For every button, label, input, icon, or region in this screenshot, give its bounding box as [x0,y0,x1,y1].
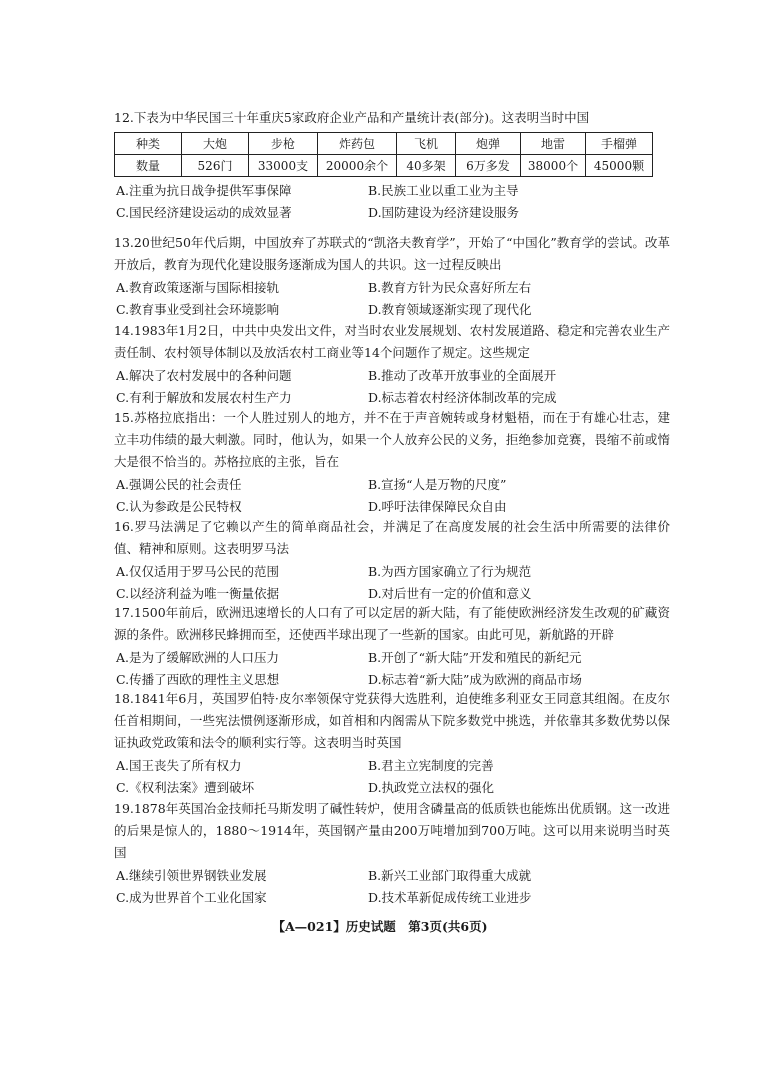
option-b[interactable]: B.君主立宪制度的完善 [368,758,494,773]
option-b[interactable]: B.开创了“新大陆”开发和殖民的新纪元 [368,650,582,665]
option-a[interactable]: A.国王丧失了所有权力 [116,758,242,773]
question-stem: 12.下表为中华民国三十年重庆5家政府企业产品和产量统计表(部分)。这表明当时中国 [114,110,590,125]
question-stem: 15.苏格拉底指出：一个人胜过别人的地方，并不在于声音婉转或身材魁梧，而在于有雄心壮志，建立丰功伟绩的最大刺激。同时，他认为，如果一个人放弃公民的义务，拒绝参加竞赛，畏缩不前或惰大是很不恰当的。苏格拉底的主张，旨在 [114,410,670,469]
question-13 [114,232,670,320]
question-14 [114,320,670,408]
option-b[interactable]: B.教育方针为民众喜好所左右 [368,280,532,295]
question-17 [114,602,670,690]
option-d[interactable]: D.呼吁法律保障民众自由 [368,499,507,514]
table-cell: 地雷 [521,133,586,155]
option-b[interactable]: B.民族工业以重工业为主导 [368,183,519,198]
table-cell: 38000个 [521,155,586,177]
option-c[interactable]: C.以经济利益为唯一衡量依据 [116,586,280,601]
option-d[interactable]: D.对后世有一定的价值和意义 [368,586,532,601]
table-cell: 手榴弹 [586,133,653,155]
question-stem: 13.20世纪50年代后期，中国放弃了苏联式的“凯洛夫教育学”，开始了“中国化”教育学的尝试。改革开放后，教育为现代化建设服务逐渐成为国人的共识。这一过程反映出 [114,235,670,272]
option-a[interactable]: A.仅仅适用于罗马公民的范围 [116,564,280,579]
table-cell: 炸药包 [318,133,397,155]
option-c[interactable]: C.《权利法案》遭到破坏 [116,780,255,795]
question-19 [114,798,670,908]
question-stem: 16.罗马法满足了它赖以产生的简单商品社会，并满足了在高度发展的社会生活中所需要的法律价值、精神和原则。这表明罗马法 [114,519,670,556]
option-b[interactable]: B.为西方国家确立了行为规范 [368,564,532,579]
table-cell: 大炮 [182,133,249,155]
table-header-row [115,133,653,155]
options [114,647,670,690]
option-d[interactable]: D.标志着农村经济体制改革的完成 [368,390,557,405]
page-footer: 【A—021】历史试题 第3页(共6页) [272,919,488,934]
options [114,180,670,223]
option-a[interactable]: A.是为了缓解欧洲的人口压力 [116,650,280,665]
table-cell: 40多架 [397,155,456,177]
question-12 [114,107,670,223]
option-a[interactable]: A.解决了农村发展中的各种问题 [116,368,292,383]
option-d[interactable]: D.技术革新促成传统工业进步 [368,890,532,905]
table-cell: 33000支 [249,155,318,177]
table-cell: 526门 [182,155,249,177]
table-cell: 步枪 [249,133,318,155]
option-d[interactable]: D.国防建设为经济建设服务 [368,205,520,220]
question-16 [114,516,670,604]
options [114,755,670,798]
option-d[interactable]: D.标志着“新大陆”成为欧洲的商品市场 [368,672,582,687]
option-c[interactable]: C.传播了西欧的理性主义思想 [116,672,280,687]
options [114,561,670,604]
production-table [114,132,653,177]
question-stem: 19.1878年英国冶金技师托马斯发明了碱性转炉，使用含磷量高的低质铁也能炼出优质钢。这一改进的后果是惊人的，1880～1914年，英国钢产量由200万吨增加到700万吨。这可以用来说明当时英国 [114,801,670,860]
question-18 [114,688,670,798]
option-a[interactable]: A.教育政策逐渐与国际相接轨 [116,280,280,295]
table-cell: 6万多发 [456,155,521,177]
option-c[interactable]: C.成为世界首个工业化国家 [116,890,267,905]
option-b[interactable]: B.推动了改革开放事业的全面展开 [368,368,557,383]
question-stem: 18.1841年6月，英国罗伯特·皮尔率领保守党获得大选胜利，迫使维多利亚女王同意其组阁。在皮尔任首相期间，一些宪法惯例逐渐形成，如首相和内阁需从下院多数党中挑选，并依靠其多数优势以保证执政党政策和法令的顺利实行等。这表明当时英国 [114,691,670,750]
options [114,365,670,408]
table-cell: 45000颗 [586,155,653,177]
question-stem: 14.1983年1月2日，中共中央发出文件，对当时农业发展规划、农村发展道路、稳定和完善农业生产责任制、农村领导体制以及放活农村工商业等14个问题作了规定。这些规定 [114,323,670,360]
options [114,474,670,517]
option-b[interactable]: B.新兴工业部门取得重大成就 [368,868,532,883]
table-cell: 种类 [115,133,182,155]
option-c[interactable]: C.国民经济建设运动的成效显著 [116,205,292,220]
option-a[interactable]: A.继续引领世界钢铁业发展 [116,868,267,883]
option-b[interactable]: B.宣扬“人是万物的尺度” [368,477,507,492]
table-cell: 20000余个 [318,155,397,177]
table-cell: 飞机 [397,133,456,155]
question-stem: 17.1500年前后，欧洲迅速增长的人口有了可以定居的新大陆，有了能使欧洲经济发生改观的矿藏资源的条件。欧洲移民蜂拥而至，还使西半球出现了一些新的国家。由此可见，新航路的开辟 [114,605,670,642]
option-a[interactable]: A.注重为抗日战争提供军事保障 [116,183,292,198]
option-d[interactable]: D.教育领域逐渐实现了现代化 [368,302,532,317]
table-data-row [115,155,653,177]
table-cell: 炮弹 [456,133,521,155]
option-c[interactable]: C.有利于解放和发展农村生产力 [116,390,292,405]
option-c[interactable]: C.认为参政是公民特权 [116,499,242,514]
option-a[interactable]: A.强调公民的社会责任 [116,477,242,492]
table-cell: 数量 [115,155,182,177]
options [114,865,670,908]
question-15 [114,407,670,517]
option-d[interactable]: D.执政党立法权的强化 [368,780,495,795]
options [114,277,670,320]
option-c[interactable]: C.教育事业受到社会环境影响 [116,302,280,317]
